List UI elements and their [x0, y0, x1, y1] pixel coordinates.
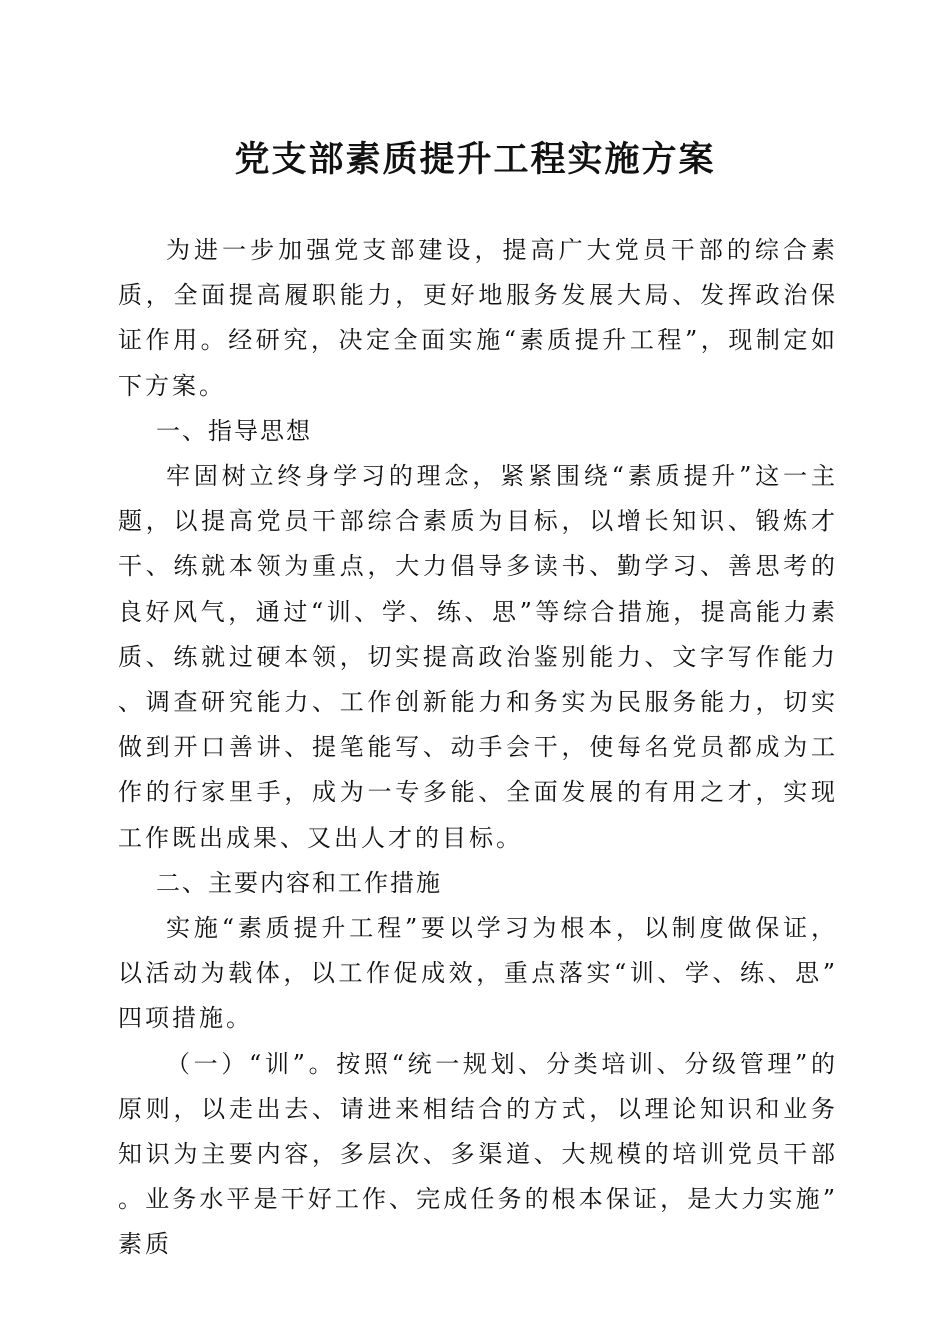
- training-paragraph: （一）“训”。按照“统一规划、分类培训、分级管理”的原则，以走出去、请进来相结合的方式，以理论知识和业务知识为主要内容，多层次、多渠道、大规模的培训党员干部。业务水平是干好工作、完成任务的根本保证，是大力实施”素质: [118, 1049, 838, 1259]
- document-title: 党支部素质提升工程实施方案: [234, 139, 716, 180]
- guiding-ideology-paragraph: 牢固树立终身学习的理念，紧紧围绕“素质提升”这一主题，以提高党员干部综合素质为目标，以增长知识、锻炼才干、练就本领为重点，大力倡导多读书、勤学习、善思考的良好风气，通过“训、学、练、思”等综合措施，提高能力素质、练就过硬本领，切实提高政治鉴别能力、文字写作能力、调查研究能力、工作创新能力和务实为民服务能力，切实做到开口善讲、提笔能写、动手会干，使每名党员都成为工作的行家里手，成为一专多能、全面发展的有用之才，实现工作既出成果、又出人才的目标。: [118, 462, 838, 852]
- main-content-paragraph: 实施“素质提升工程”要以学习为根本，以制度做保证，以活动为载体，以工作促成效，重点落实“训、学、练、思”四项措施。: [118, 914, 838, 1033]
- section-heading-main-content: 二、主要内容和工作措施: [156, 868, 442, 897]
- intro-paragraph: 为进一步加强党支部建设，提高广大党员干部的综合素质，全面提高履职能力，更好地服务发展大局、发挥政治保证作用。经研究，决定全面实施“素质提升工程”，现制定如下方案。: [118, 236, 838, 400]
- section-heading-guiding-ideology: 一、指导思想: [156, 416, 312, 445]
- document-body: [118, 228, 838, 1268]
